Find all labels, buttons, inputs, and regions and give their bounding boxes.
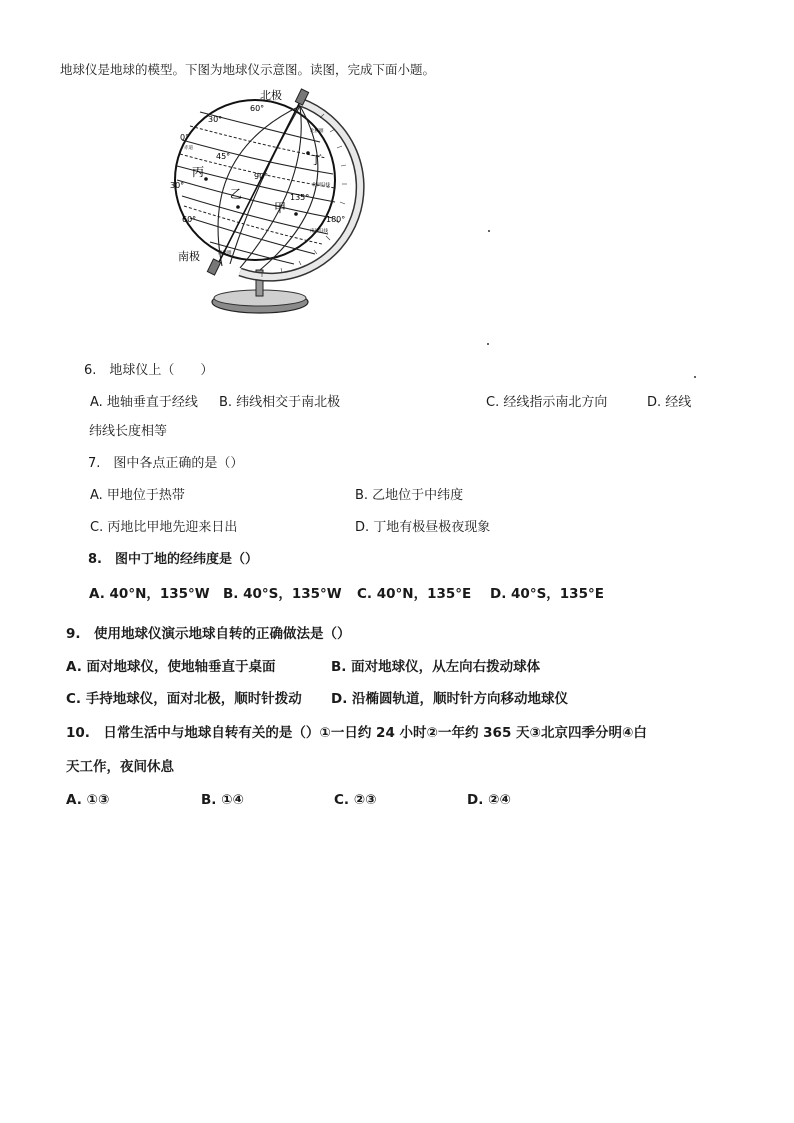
q9-option-b: B. 面对地球仪，从左向右拨动球体 bbox=[331, 659, 541, 675]
q7-stem: 7. 图中各点正确的是（） bbox=[88, 456, 244, 471]
q6-option-d-continued: 纬线长度相等 bbox=[89, 424, 168, 439]
q9-option-a: A. 面对地球仪，使地轴垂直于桌面 bbox=[66, 659, 276, 675]
scan-speck bbox=[694, 376, 696, 378]
q7-option-d: D. 丁地有极昼极夜现象 bbox=[355, 520, 491, 535]
lon-180-label: 180° bbox=[326, 215, 346, 224]
point-bing-label: 丙 bbox=[192, 165, 205, 179]
antarctic-circle-label: 南极圈 bbox=[218, 251, 232, 256]
point-bing-dot bbox=[204, 177, 208, 181]
arctic-circle-label: 北极圈 bbox=[310, 129, 324, 134]
north-pole-label: 北极 bbox=[260, 89, 282, 102]
lat-30s-label: 30° bbox=[170, 181, 185, 190]
scan-speck bbox=[488, 230, 490, 232]
point-jia-dot bbox=[294, 212, 298, 216]
south-pole-cap bbox=[207, 259, 220, 275]
q7-option-b: B. 乙地位于中纬度 bbox=[355, 488, 464, 503]
q6-option-c: C. 经线指示南北方向 bbox=[486, 395, 608, 410]
q7-option-a: A. 甲地位于热带 bbox=[90, 488, 185, 503]
lon-90-label: 90° bbox=[254, 172, 269, 181]
q10-option-c: C. ②③ bbox=[334, 792, 377, 808]
lon-135-label: 135° bbox=[290, 193, 310, 202]
q10-stem-continued: 天工作，夜间休息 bbox=[66, 759, 174, 775]
q8-stem: 8. 图中丁地的经纬度是（） bbox=[88, 552, 258, 567]
q10-option-d: D. ②④ bbox=[467, 792, 511, 808]
tropic-cancer-label: 北回归线 bbox=[312, 183, 330, 188]
point-ding-label: 丁 bbox=[310, 153, 323, 167]
lat-60n-label: 60° bbox=[250, 104, 265, 113]
point-jia-label: 甲 bbox=[274, 201, 287, 215]
q7-option-c: C. 丙地比甲地先迎来日出 bbox=[90, 520, 238, 535]
q10-stem: 10. 日常生活中与地球自转有关的是（）①一日约 24 小时②一年约 365 天③北京四季分明④白 bbox=[66, 725, 647, 741]
point-yi-dot bbox=[236, 205, 240, 209]
equator-small-label: 赤道 bbox=[184, 146, 193, 151]
scan-speck bbox=[487, 343, 489, 345]
q8-option-b: B. 40°S，135°W bbox=[223, 586, 342, 602]
globe-diagram bbox=[160, 84, 370, 320]
q8-option-d: D. 40°S，135°E bbox=[490, 586, 604, 602]
q6-option-b: B. 纬线相交于南北极 bbox=[219, 395, 341, 410]
lat-60s-label: 60° bbox=[182, 215, 197, 224]
q6-option-a: A. 地轴垂直于经线 bbox=[90, 395, 198, 410]
q9-option-d: D. 沿椭圆轨道，顺时针方向移动地球仪 bbox=[331, 691, 569, 707]
q10-option-b: B. ①④ bbox=[201, 792, 244, 808]
q9-option-c: C. 手持地球仪，面对北极，顺时针拨动 bbox=[66, 691, 302, 707]
point-yi-label: 乙 bbox=[230, 187, 243, 201]
q10-option-a: A. ①③ bbox=[66, 792, 110, 808]
tropic-capricorn-label: 南回归线 bbox=[310, 229, 328, 234]
q8-option-c: C. 40°N，135°E bbox=[357, 586, 472, 602]
q9-stem: 9. 使用地球仪演示地球自转的正确做法是（） bbox=[66, 626, 351, 642]
lat-0-label: 0° bbox=[180, 133, 190, 142]
south-pole-label: 南极 bbox=[178, 250, 200, 263]
intro-text: 地球仪是地球的模型。下图为地球仪示意图。读图，完成下面小题。 bbox=[60, 62, 436, 77]
lon-45-label: 45° bbox=[216, 152, 231, 161]
q6-option-d: D. 经线 bbox=[647, 395, 692, 410]
q8-option-a: A. 40°N，135°W bbox=[89, 586, 210, 602]
lat-30n-label: 30° bbox=[208, 115, 223, 124]
q6-stem: 6. 地球仪上（ ） bbox=[84, 363, 214, 378]
